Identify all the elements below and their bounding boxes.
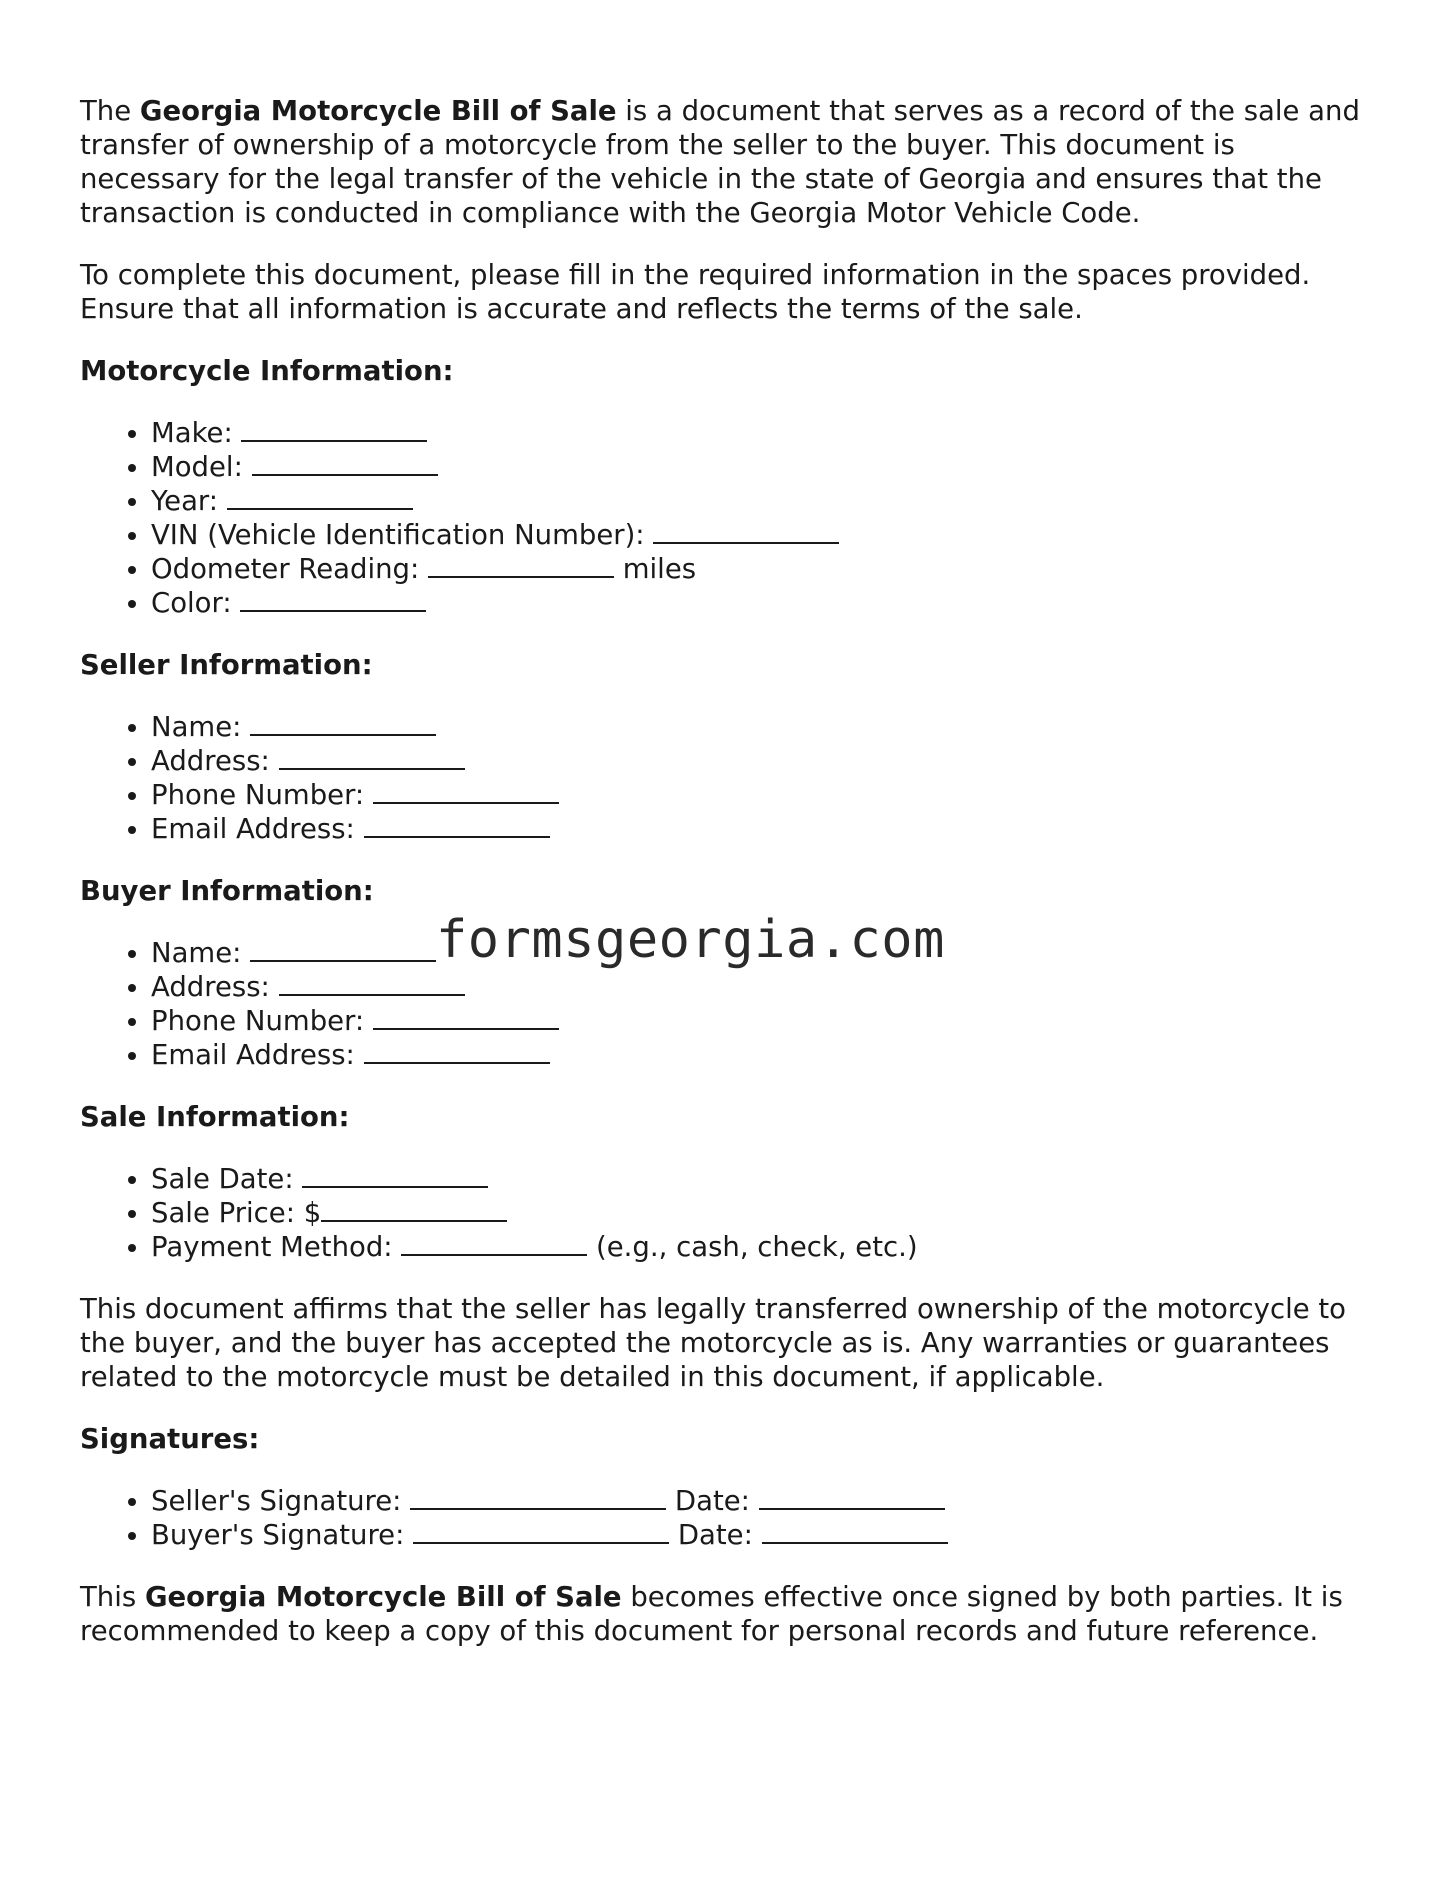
buyer-phone-label: Phone Number: <box>151 1005 373 1037</box>
list-item <box>151 450 1380 484</box>
list-item <box>151 970 1380 1004</box>
seller-address-label: Address: <box>151 745 279 777</box>
buyer-name-label: Name: <box>151 937 251 969</box>
list-item <box>151 812 1380 846</box>
payment-method-label: Payment Method: <box>151 1231 402 1263</box>
watermark: formsgeorgia.com <box>436 910 945 970</box>
buyer-date-label: Date: <box>669 1519 762 1551</box>
closing-rest: becomes effective once signed by both parties. It is recommended to keep a copy of this document for personal records and future reference. <box>80 1581 1343 1647</box>
buyer-phone-field[interactable] <box>373 1004 559 1030</box>
list-item <box>151 778 1380 812</box>
affirmation-paragraph: This document affirms that the seller has legally transferred ownership of the motorcycle to the buyer, and the buyer has accepted the motorcycle as is. Any warranties or guarantees related to the motorcycle must be detailed in this document, if applicable. <box>80 1293 1346 1393</box>
motorcycle-heading: Motorcycle Information: <box>80 355 454 387</box>
buyer-signature-label: Buyer's Signature: <box>151 1519 414 1551</box>
sale-price-field[interactable] <box>321 1196 507 1222</box>
list-item <box>151 586 1380 620</box>
seller-name-label: Name: <box>151 711 251 743</box>
make-field[interactable] <box>241 416 427 442</box>
seller-date-field[interactable] <box>759 1484 945 1510</box>
vin-field[interactable] <box>653 518 839 544</box>
signatures-heading: Signatures: <box>80 1423 260 1455</box>
list-item <box>151 744 1380 778</box>
seller-heading: Seller Information: <box>80 649 373 681</box>
list-item <box>151 1484 1380 1518</box>
odometer-field[interactable] <box>428 552 614 578</box>
seller-name-field[interactable] <box>250 710 436 736</box>
buyer-signature-field[interactable] <box>413 1518 669 1544</box>
list-item <box>151 1004 1380 1038</box>
signatures-list <box>80 1484 1380 1552</box>
buyer-name-field[interactable] <box>250 936 436 962</box>
vin-label: VIN (Vehicle Identification Number): <box>151 519 654 551</box>
list-item <box>151 416 1380 450</box>
list-item <box>151 710 1380 744</box>
odometer-label: Odometer Reading: <box>151 553 429 585</box>
seller-list <box>80 710 1380 846</box>
payment-method-hint: (e.g., cash, check, etc.) <box>587 1231 918 1263</box>
closing-lead: This <box>80 1581 145 1613</box>
color-label: Color: <box>151 587 241 619</box>
closing-paragraph <box>80 1580 1380 1648</box>
sale-price-label: Sale Price: $ <box>151 1197 322 1229</box>
document-body <box>80 94 1380 1676</box>
buyer-date-field[interactable] <box>762 1518 948 1544</box>
seller-phone-field[interactable] <box>373 778 559 804</box>
seller-signature-field[interactable] <box>410 1484 666 1510</box>
sale-list <box>80 1162 1380 1264</box>
seller-signature-label: Seller's Signature: <box>151 1485 411 1517</box>
list-item <box>151 1518 1380 1552</box>
intro-lead: The <box>80 95 140 127</box>
make-label: Make: <box>151 417 242 449</box>
seller-email-field[interactable] <box>364 812 550 838</box>
list-item <box>151 518 1380 552</box>
seller-address-field[interactable] <box>279 744 465 770</box>
motorcycle-list <box>80 416 1380 620</box>
seller-phone-label: Phone Number: <box>151 779 373 811</box>
seller-date-label: Date: <box>666 1485 759 1517</box>
color-field[interactable] <box>240 586 426 612</box>
intro-paragraph <box>80 94 1380 230</box>
model-field[interactable] <box>252 450 438 476</box>
odometer-unit: miles <box>614 553 697 585</box>
intro-rest: is a document that serves as a record of the sale and transfer of ownership of a motorcycle from the seller to the buyer. This document is necessary for the legal transfer of the vehicle in the state of Georgia and ensures that the transaction is conducted in compliance with the Georgia Motor Vehicle Code. <box>80 95 1360 229</box>
list-item <box>151 484 1380 518</box>
year-label: Year: <box>151 485 227 517</box>
buyer-address-label: Address: <box>151 971 279 1003</box>
list-item <box>151 1038 1380 1072</box>
list-item <box>151 1230 1380 1264</box>
list-item <box>151 1196 1380 1230</box>
list-item <box>151 1162 1380 1196</box>
closing-document-title: Georgia Motorcycle Bill of Sale <box>144 1581 622 1613</box>
document-title: Georgia Motorcycle Bill of Sale <box>139 95 617 127</box>
seller-email-label: Email Address: <box>151 813 364 845</box>
list-item <box>151 552 1380 586</box>
buyer-heading: Buyer Information: <box>80 875 374 907</box>
buyer-address-field[interactable] <box>279 970 465 996</box>
buyer-email-label: Email Address: <box>151 1039 364 1071</box>
year-field[interactable] <box>227 484 413 510</box>
payment-method-field[interactable] <box>401 1230 587 1256</box>
buyer-email-field[interactable] <box>364 1038 550 1064</box>
instructions-paragraph: To complete this document, please fill in the required information in the spaces provided. Ensure that all information is accurate and reflects the terms of the sale. <box>80 259 1311 325</box>
sale-date-field[interactable] <box>302 1162 488 1188</box>
model-label: Model: <box>151 451 252 483</box>
sale-heading: Sale Information: <box>80 1101 350 1133</box>
sale-date-label: Sale Date: <box>151 1163 303 1195</box>
